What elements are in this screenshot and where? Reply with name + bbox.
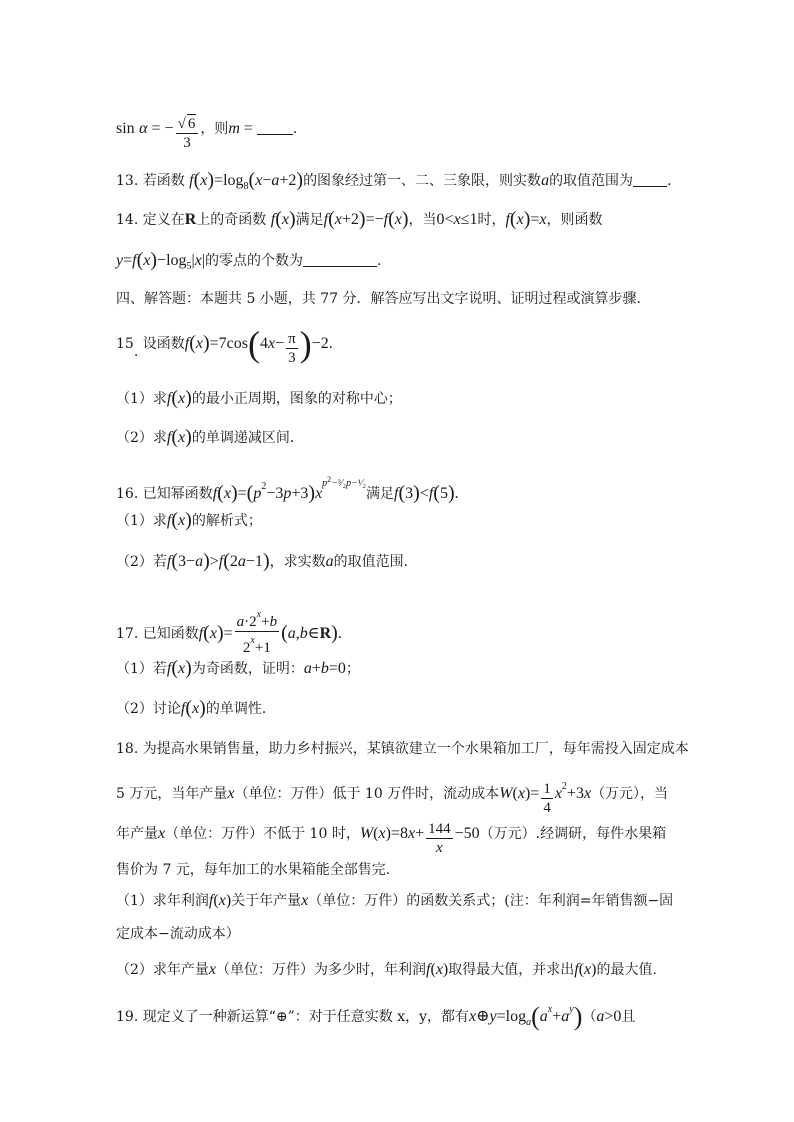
q18-text: 关于年产量 [231, 893, 302, 909]
q14-text-2: 满足 [295, 212, 324, 228]
q13-line: 13. 若函数 $f(x)=\log_8(x-a+2)$的图象经过第一、二、三象限，则实数a的取值范围为 . [116, 169, 672, 192]
q16-sub2-text: ，求实数 [269, 554, 326, 570]
q12-tail-line [116, 114, 297, 152]
q18-text: （单位：万件）不低于 10 时， [165, 826, 360, 842]
q14-text-6: 的零点的个数为 [205, 253, 304, 269]
q18-text: 的最大值. [596, 962, 657, 978]
equals-sign: = [239, 120, 257, 137]
q17-sub1-text: 为奇函数，证明： [191, 661, 304, 677]
q14-line-1: 14. 定义在R上的奇函数 f(x)满足f(x+2)=−f(x)，当0<x≤1时，f(x)=x，则函数 [116, 208, 603, 230]
sqrt-radicand: 6 [187, 116, 196, 132]
q18-line-1: 18. 为提高水果销售量，助力乡村振兴，某镇欲建立一个水果箱加工厂，每年需投入固定成本 [116, 741, 689, 757]
q16-sub1: （1）求f(x)的解析式； [116, 509, 262, 531]
q18-sub2-label: （2）求年产量 [116, 962, 209, 978]
q18-text: 5 万元，当年产量 [116, 786, 228, 802]
period: . [454, 485, 459, 502]
q16-sub1-text: 的解析式； [191, 513, 262, 529]
q16-text: 满足 [365, 486, 394, 502]
var-a: a [541, 172, 550, 189]
q15-sub2-text: 的单调递减区间． [191, 430, 304, 446]
q13-text: 的图象经过第一、二、三象限，则实数 [303, 173, 542, 189]
q15-sub1-label: （1）求 [116, 391, 167, 407]
var-m: m [228, 120, 240, 137]
sqrt6-over-3-fraction: $\frac{√ 6}{3}$ [176, 114, 199, 152]
q18-sub1-label: （1）求年利润 [116, 893, 209, 909]
q18-line-4: 售价为 7 元，每年加工的水果箱能全部售完. [116, 862, 391, 878]
var-a: a [325, 553, 334, 570]
q16-number: 16. 已知幂函数 [116, 486, 213, 502]
q18-text: （单位：万件）低于 10 万件时，流动成本 [234, 786, 500, 802]
q16-line: 16. 已知幂函数$f(x)=(p^2-3p+3)x^{p^2-^3⁄_2p-^1⁄_2}$满足f(3)<f(5). [116, 475, 459, 504]
q15-sub2: （2）求f(x)的单调递减区间． [116, 426, 304, 448]
period: . [292, 121, 298, 137]
then-text: ，则 [200, 121, 229, 137]
q14-text-3: ，当 [408, 212, 437, 228]
q17-sub2: （2）讨论f(x)的单调性． [116, 697, 276, 719]
q18-sub1-line-2: 定成本−流动成本） [116, 926, 240, 942]
period: . [337, 625, 342, 642]
q17-sub1-label: （1）若 [116, 661, 167, 677]
q18-text: （单位：万件）的函数关系式；(注：年利润=年销售额−固 [308, 893, 674, 909]
q18-text: （万元）.经调研，每件水果箱 [479, 826, 667, 842]
answer-blank[interactable] [303, 266, 377, 267]
q18-sub1: （1）求年利润f(x)关于年产量x（单位：万件）的函数关系式；(注：年利润=年销售额−固 [116, 892, 674, 909]
q13-number: 13. 若函数 [116, 173, 185, 189]
sin-text: sin [116, 120, 135, 137]
q15-sub1: （1）求f(x)的最小正周期，图象的对称中心； [116, 387, 402, 409]
equals-minus: = − [147, 120, 174, 137]
q18-sub2: （2）求年产量x（单位：万件）为多少时，年利润f(x)取得最大值，并求出f(x)的最大值. [116, 961, 657, 978]
q16-sub2-label: （2）若 [116, 554, 167, 570]
semicolon: ； [345, 661, 360, 677]
q14-text-4: 时， [477, 212, 506, 228]
q15-text: 设函数 [142, 336, 185, 352]
period: . [377, 253, 382, 269]
section-heading: 四、解答题：本题共 5 小题，共 77 分．解答应写出文字说明、证明过程或演算步骤． [116, 291, 651, 307]
q15-sub1-text: 的最小正周期，图象的对称中心； [191, 391, 402, 407]
q15-line: 15. 设函数f(x)=7cos(4x− $\frac{\pi}{3}$ )−2. [116, 324, 333, 366]
q19-text: 19. 现定义了一种新运算“⊕”：对于任意实数 x，y，都有 [116, 1009, 470, 1025]
q14-number: 14. 定义在 [116, 212, 185, 228]
q16-sub1-label: （1）求 [116, 513, 167, 529]
q19-text-2: 且 [621, 1009, 636, 1025]
answer-blank[interactable] [257, 134, 293, 135]
q14-text-1: 上的奇函数 [196, 212, 267, 228]
q15-number: 15 [116, 336, 134, 352]
q14-line-2: $y=f(x)-\log_5|x|$的零点的个数为 . [116, 249, 382, 272]
q19-line: 19. 现定义了一种新运算“⊕”：对于任意实数 x，y，都有$x\oplus y=\log_a(a^x+a^y)(a>0$且 [116, 1002, 636, 1031]
q17-line: 17. 已知函数f(x)= $\frac{a\cdot 2^x+b}{2^x+1}$ (a,b∈R). [116, 606, 342, 657]
q16-sub2: （2）若f(3−a)>f(2a−1)，求实数a的取值范围． [116, 550, 418, 572]
q18-line-2: 5 万元，当年产量x（单位：万件）低于 10 万件时，流动成本W(x)= $\frac{1}{4}$ $x^2+3x$（万元），当 [116, 781, 669, 816]
q13-text-2: 的取值范围为 [549, 173, 634, 189]
q17-sub1: （1）若f(x)为奇函数，证明：a+b=0； [116, 657, 360, 679]
q17-sub2-text: 的单调性． [205, 701, 276, 717]
q16-sub2-end: 的取值范围． [333, 554, 418, 570]
q17-number: 17. 已知函数 [116, 626, 199, 642]
answer-blank[interactable] [633, 186, 667, 187]
q18-text: 取得最大值，并求出 [448, 962, 575, 978]
q17-sub2-label: （2）讨论 [116, 701, 181, 717]
q19-paren: （ [582, 1009, 597, 1025]
q15-sub2-label: （2）求 [116, 430, 167, 446]
alpha-symbol: α [139, 120, 148, 137]
q18-text: （万元），当 [591, 786, 669, 802]
q15-dot: . [133, 344, 139, 360]
fraction-denominator: 3 [183, 135, 191, 151]
q14-text-5: ，则函数 [546, 212, 603, 228]
q18-text: （单位：万件）为多少时，年利润 [216, 962, 427, 978]
q18-text: 年产量 [116, 826, 158, 842]
period: . [667, 173, 672, 189]
real-set-R: R [184, 211, 197, 228]
q18-line-3: 年产量x（单位：万件）不低于 10 时，W(x)=8x+ $\frac{144}{x}$ −50（万元）.经调研，每件水果箱 [116, 821, 667, 856]
